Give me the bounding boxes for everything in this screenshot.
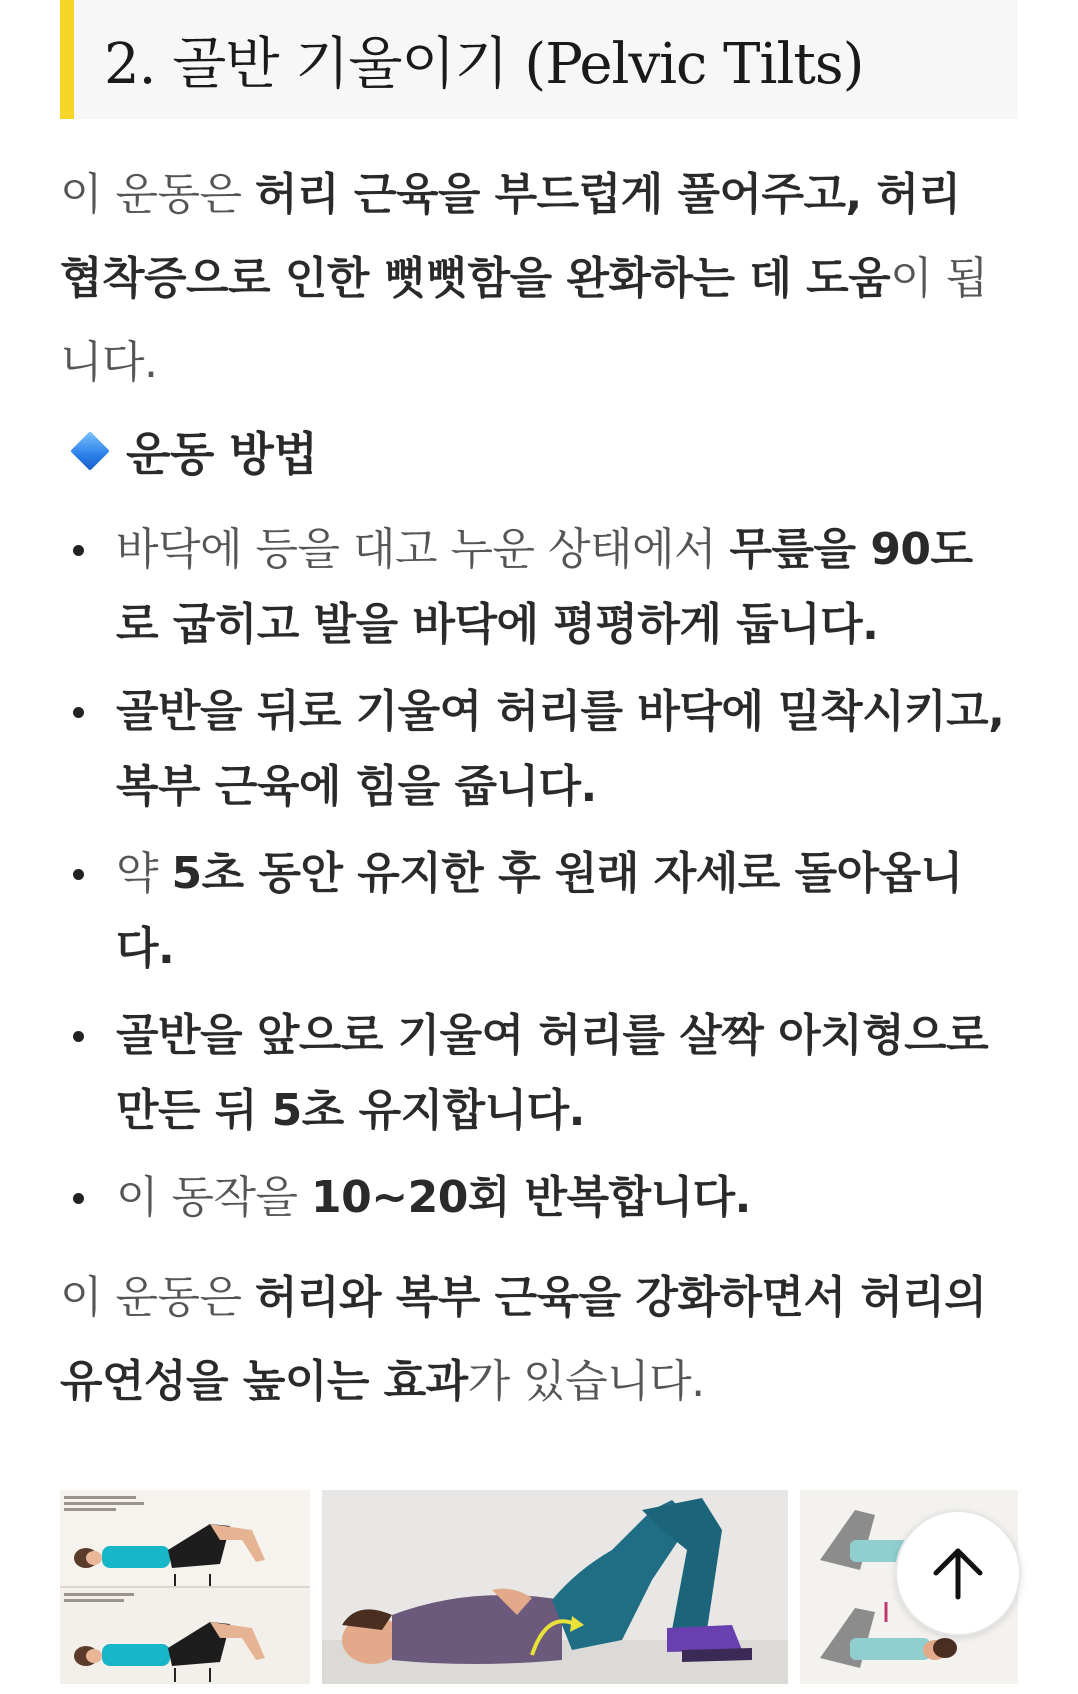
list-item [60,998,1010,1148]
step-text: 바닥에 등을 대고 누운 상태에서 [116,524,730,575]
step-emphasis: 10~20회 반복합니다. [311,1172,751,1223]
blue-diamond-icon [70,431,110,471]
method-subheading [66,416,317,486]
outro-text-end: 가 있습니다. [467,1356,705,1407]
outro-text: 이 운동은 [60,1272,255,1323]
method-steps-list [60,512,1010,1247]
list-item [60,512,1010,662]
section-title: 2. 골반 기울이기 (Pelvic Tilts) [104,31,864,97]
list-item [60,1160,1010,1235]
outro-paragraph [60,1256,1010,1424]
intro-paragraph [60,153,1010,405]
intro-emphasis: 허리 근육을 부드럽게 풀어주고, 허리 협착증으로 인한 뻣뻣함을 완화하는 데 도움 [60,169,961,304]
list-item [60,674,1010,824]
exercise-illustration-image[interactable] [60,1490,310,1684]
step-emphasis: 5초 동안 유지한 후 원래 자세로 돌아옵니다. [116,848,963,974]
outro-emphasis: 허리와 복부 근육을 강화하면서 허리의 유연성을 높이는 효과 [60,1272,987,1407]
intro-text: 이 운동은 [60,169,255,220]
section-heading [60,0,1018,119]
exercise-image-gallery [60,1490,1018,1684]
step-emphasis: 골반을 뒤로 기울여 허리를 바닥에 밀착시키고, 복부 근육에 힘을 줍니다. [116,686,1005,812]
exercise-photo-image[interactable] [322,1490,788,1684]
step-text: 약 [116,848,172,899]
step-text: 이 동작을 [116,1172,311,1223]
list-item [60,836,1010,986]
scroll-to-top-button[interactable] [895,1510,1021,1636]
method-label: 운동 방법 [126,427,318,481]
intro-text-end: 이 됩니다. [60,253,988,388]
step-emphasis: 골반을 앞으로 기울여 허리를 살짝 아치형으로 만든 뒤 5초 유지합니다. [116,1010,989,1136]
arrow-up-icon [928,1543,988,1603]
step-emphasis: 무릎을 90도로 굽히고 발을 바닥에 평평하게 둡니다. [116,524,973,650]
